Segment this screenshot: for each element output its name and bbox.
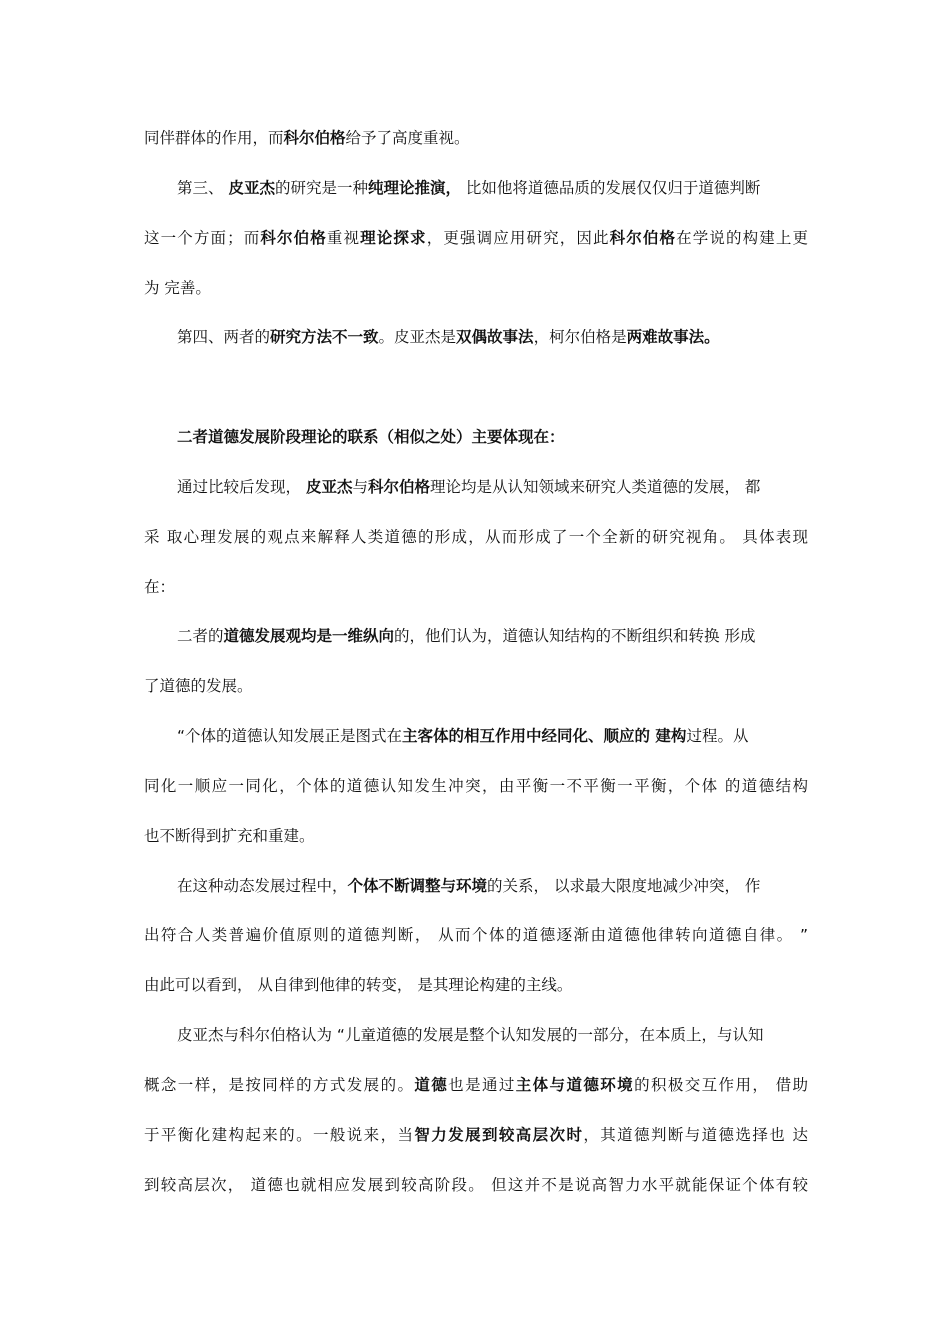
text-run: 由此可以看到， 从自律到他律的转变， 是其理论构建的主线。 <box>144 976 573 994</box>
text-line-11 <box>144 675 808 697</box>
text-run: 的，他们认为，道德认知结构的不断组织和转换 形成 <box>394 627 756 645</box>
bold-text-run: 主体与道德环境 <box>515 1076 635 1094</box>
text-run: 给予了高度重视。 <box>345 129 470 147</box>
text-line-17 <box>144 974 808 996</box>
bold-text-run: 双偶故事法 <box>456 328 534 346</box>
text-run: 也是通过 <box>448 1076 516 1094</box>
bold-text-run: 科尔伯格 <box>260 229 327 247</box>
bold-text-run: 研究方法不一致 <box>270 328 379 346</box>
text-run: 概念一样，是按同样的方式发展的。 <box>144 1076 415 1094</box>
text-line-12 <box>177 725 808 747</box>
text-line-1 <box>144 127 808 149</box>
text-line-18 <box>177 1024 808 1046</box>
text-run: 比如他将道德品质的发展仅仅归于道德判断 <box>460 179 761 197</box>
text-run: 与 <box>352 478 368 496</box>
text-run: 过程。从 <box>686 727 749 745</box>
text-line-14 <box>144 825 808 847</box>
text-line-16 <box>144 924 808 946</box>
text-line-10 <box>177 625 808 647</box>
text-line-13 <box>144 775 808 797</box>
text-run: 到较高层次， 道德也就相应发展到较高阶段。 但这并不是说高智力水平就能保证个体有较 <box>144 1176 808 1194</box>
text-line-21 <box>144 1174 808 1196</box>
section-heading <box>177 426 808 448</box>
text-run: 通过比较后发现， <box>177 478 306 496</box>
bold-text-run: 纯理论推演， <box>367 179 461 197</box>
bold-text-run: 主客体的相互作用中经同化、顺应的 建构 <box>402 727 687 745</box>
text-line-3 <box>144 227 808 249</box>
text-line-5 <box>177 326 808 348</box>
text-line-4 <box>144 277 808 299</box>
bold-text-run: 两难故事法。 <box>626 328 720 346</box>
text-run: 采 取心理发展的观点来解释人类道德的形成，从而形成了一个全新的研究视角。 具体表现 <box>144 528 808 546</box>
text-run: 。皮亚杰是 <box>378 328 457 346</box>
bold-text-run: 道德发展观均是一维纵向 <box>223 627 395 645</box>
text-run: 在： <box>144 578 176 596</box>
text-run: 理论均是从认知领域来研究人类道德的发展， 都 <box>429 478 761 496</box>
text-run: 同化一顺应一同化，个体的道德认知发生冲突，由平衡一不平衡一平衡，个体 的道德结构 <box>144 777 808 795</box>
text-run: ，柯尔伯格是 <box>533 328 627 346</box>
bold-text-run: 皮亚杰 <box>305 478 353 496</box>
bold-text-run: 二者道德发展阶段理论的联系（相似之处）主要体现在： <box>177 428 565 446</box>
bold-text-run: 个体不断调整与环境 <box>347 877 488 895</box>
bold-text-run: 皮亚杰 <box>228 179 275 197</box>
text-run: 的关系， 以求最大限度地减少冲突， 作 <box>487 877 761 895</box>
text-run: 也不断得到扩充和重建。 <box>144 827 315 845</box>
text-line-8 <box>144 526 808 548</box>
text-run: ，其道德判断与道德选择也 达 <box>583 1126 808 1144</box>
text-run: 的积极交互作用， 借助 <box>634 1076 808 1094</box>
text-run: 为 完善。 <box>144 279 211 297</box>
text-line-20 <box>144 1124 808 1146</box>
bold-text-run: 理论探求 <box>360 229 427 247</box>
text-run: 这一个方面；而 <box>144 229 261 247</box>
bold-text-run: 科尔伯格 <box>367 478 430 496</box>
text-run: 第三、 <box>177 179 229 197</box>
text-run: 在这种动态发展过程中， <box>177 877 348 895</box>
text-run: 重视 <box>326 229 361 247</box>
text-line-15 <box>177 875 808 897</box>
text-run: 同伴群体的作用，而 <box>144 129 284 147</box>
text-line-19 <box>144 1074 808 1096</box>
bold-text-run: 科尔伯格 <box>283 129 346 147</box>
bold-text-run: 智力发展到较高层次时 <box>414 1126 584 1144</box>
text-run: 二者的 <box>177 627 224 645</box>
text-run: 第四、两者的 <box>177 328 271 346</box>
text-run: “个体的道德认知发展正是图式在 <box>177 727 403 745</box>
text-line-2 <box>177 177 808 199</box>
bold-text-run: 科尔伯格 <box>609 229 677 247</box>
text-run: 了道德的发展。 <box>144 677 253 695</box>
text-run: 出符合人类普遍价值原则的道德判断， 从而个体的道德逐渐由道德他律转向道德自律。 ” <box>144 926 808 944</box>
text-run: 在学说的构建上更 <box>676 229 808 247</box>
text-line-7 <box>177 476 808 498</box>
text-run: 的研究是一种 <box>274 179 368 197</box>
text-run: 皮亚杰与科尔伯格认为 “儿童道德的发展是整个认知发展的一部分，在本质上，与认知 <box>177 1026 764 1044</box>
text-run: 于平衡化建构起来的。一般说来，当 <box>144 1126 415 1144</box>
bold-text-run: 道德 <box>414 1076 449 1094</box>
text-line-9 <box>144 576 808 598</box>
text-run: ，更强调应用研究，因此 <box>426 229 610 247</box>
